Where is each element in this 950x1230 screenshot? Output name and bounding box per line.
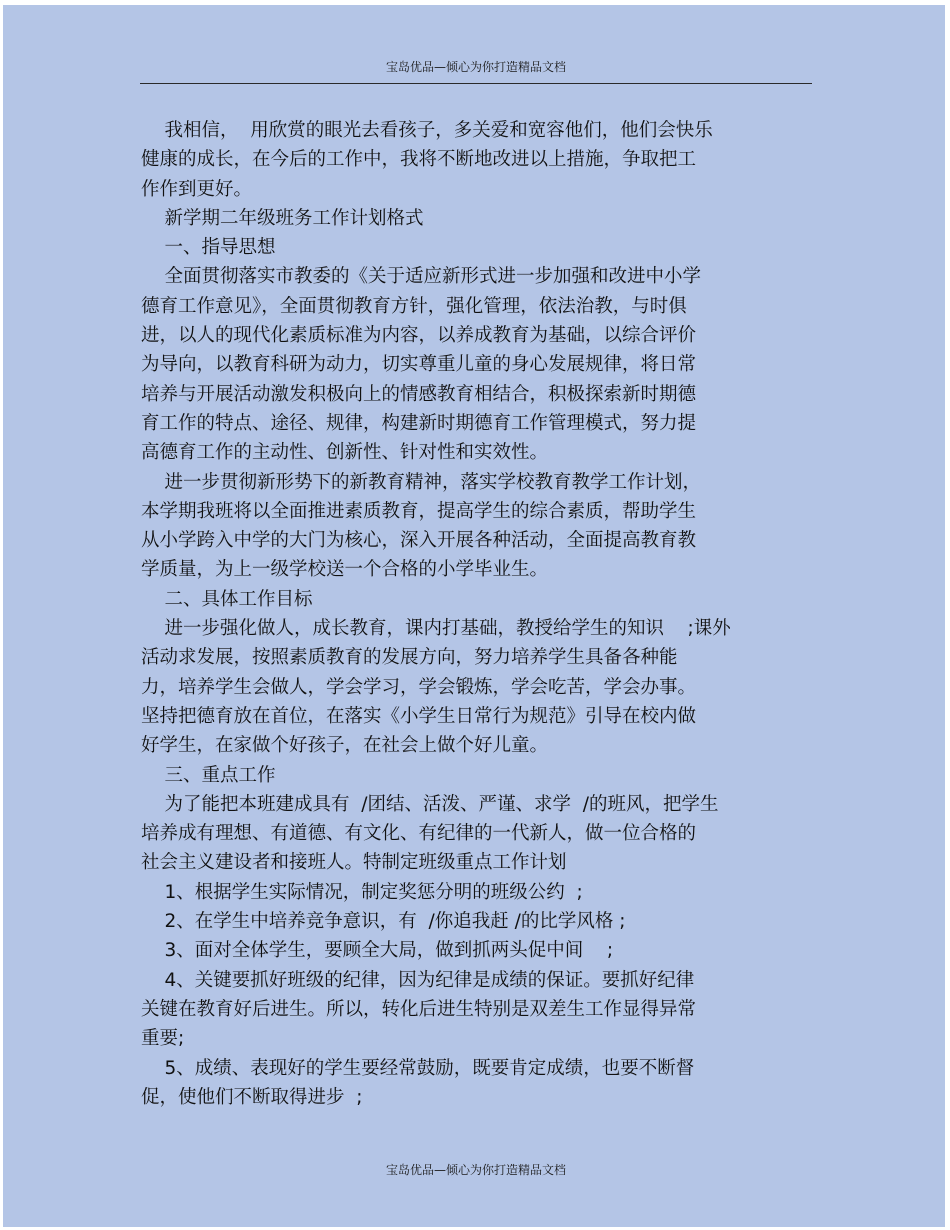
text-line: 5、成绩、表现好的学生要经常鼓励，既要肯定成绩，也要不断督 — [141, 1057, 695, 1079]
document-body — [141, 116, 821, 1112]
text-line: 3、面对全体学生，要顾全大局，做到抓两头促中间 ; — [141, 940, 614, 962]
page-header: 宝岛优品—倾心为你打造精品文档 — [140, 57, 812, 84]
text-line: 社会主义建设者和接班人。特制定班级重点工作计划 — [141, 852, 567, 874]
text-line: 力，培养学生会做人，学会学习，学会锻炼，学会吃苦，学会办事。 — [141, 676, 697, 698]
text-line: 二、具体工作目标 — [141, 588, 313, 610]
text-line: 三、重点工作 — [141, 764, 276, 786]
text-line: 1、根据学生实际情况，制定奖惩分明的班级公约 ; — [141, 881, 583, 903]
text-line: 学质量，为上一级学校送一个合格的小学毕业生。 — [141, 559, 549, 581]
text-line: 活动求发展，按照素质教育的发展方向，努力培养学生具备各种能 — [141, 647, 678, 669]
text-line: 新学期二年级班务工作计划格式 — [141, 207, 424, 229]
text-line: 从小学跨入中学的大门为核心，深入开展各种活动，全面提高教育教 — [141, 530, 697, 552]
text-line: 德育工作意见》，全面贯彻教育方针，强化管理，依法治教，与时俱 — [141, 295, 687, 317]
document-page — [3, 5, 945, 1227]
text-line: 全面贯彻落实市教委的《关于适应新形式进一步加强和改进中小学 — [141, 266, 702, 288]
text-line: 重要; — [141, 1028, 185, 1050]
text-line: 促，使他们不断取得进步 ; — [141, 1086, 363, 1108]
text-line: 培养与开展活动激发积极向上的情感教育相结合，积极探索新时期德 — [141, 383, 697, 405]
text-line: 进一步贯彻新形势下的新教育精神，落实学校教育教学工作计划， — [141, 471, 702, 493]
text-line: 一、指导思想 — [141, 237, 276, 259]
page-footer: 宝岛优品—倾心为你打造精品文档 — [385, 1163, 566, 1177]
text-line: 为了能把本班建成具有 /团结、活泼、严谨、求学 /的班风，把学生 — [141, 793, 719, 815]
text-line: 为导向，以教育科研为动力，切实尊重儿童的身心发展规律，将日常 — [141, 354, 697, 376]
text-line: 本学期我班将以全面推进素质教育，提高学生的综合素质，帮助学生 — [141, 500, 697, 522]
text-line: 健康的成长，在今后的工作中，我将不断地改进以上措施，争取把工 — [141, 149, 697, 171]
text-line: 坚持把德育放在首位，在落实《小学生日常行为规范》引导在校内做 — [141, 705, 697, 727]
text-line: 育工作的特点、途径、规律，构建新时期德育工作管理模式，努力提 — [141, 412, 697, 434]
text-line: 高德育工作的主动性、创新性、针对性和实效性。 — [141, 442, 549, 464]
text-line: 我相信， 用欣赏的眼光去看孩子，多关爱和宽容他们，他们会快乐 — [141, 120, 713, 141]
text-line: 进一步强化做人，成长教育，课内打基础，教授给学生的知识 ;课外 — [141, 618, 731, 640]
text-line: 关键在教育好后进生。所以，转化后进生特别是双差生工作显得异常 — [141, 998, 697, 1020]
text-line: 作作到更好。 — [141, 178, 253, 200]
text-line: 进，以人的现代化素质标准为内容，以养成教育为基础，以综合评价 — [141, 325, 697, 347]
text-line: 2、在学生中培养竞争意识，有 /你追我赶 /的比学风格 ; — [141, 911, 626, 933]
text-line: 好学生，在家做个好孩子，在社会上做个好儿童。 — [141, 735, 549, 757]
text-line: 培养成有理想、有道德、有文化、有纪律的一代新人，做一位合格的 — [141, 823, 697, 845]
text-line: 4、关键要抓好班级的纪律，因为纪律是成绩的保证。要抓好纪律 — [141, 969, 695, 991]
